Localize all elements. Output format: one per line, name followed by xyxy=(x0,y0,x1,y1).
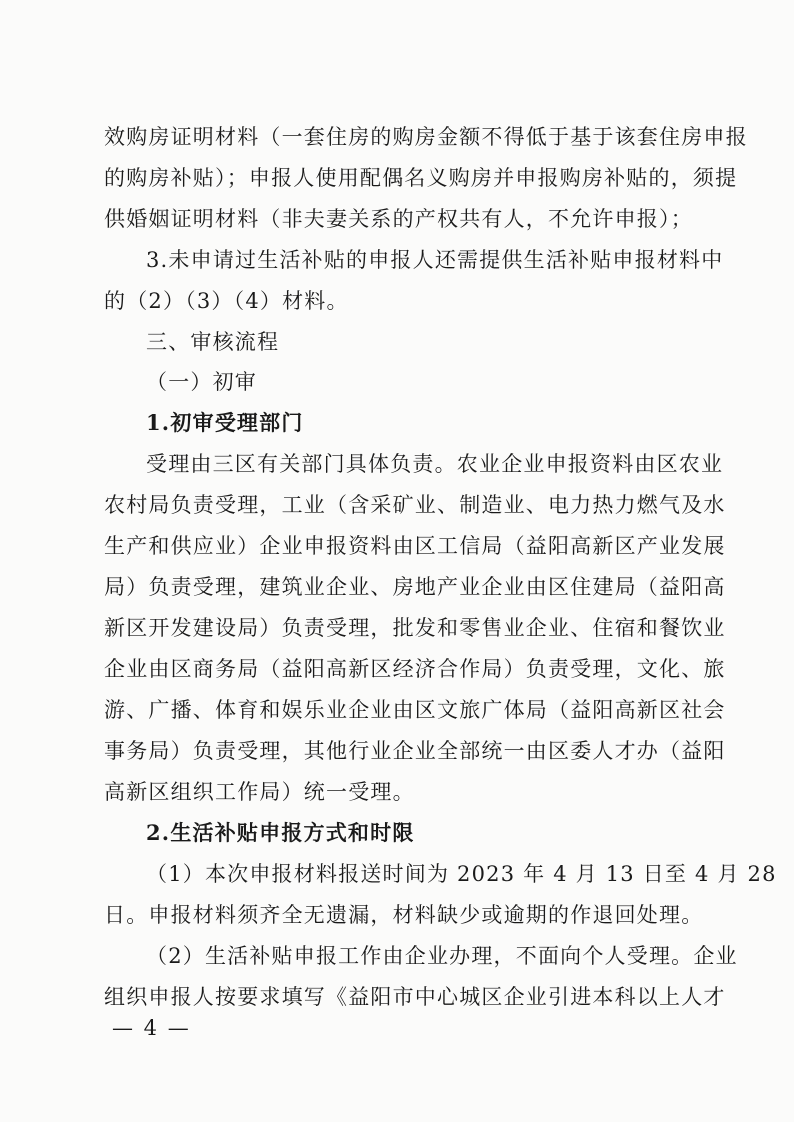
body-line: 受理由三区有关部门具体负责。农业企业申报资料由区农业 xyxy=(146,452,724,476)
body-line: 农村局负责受理，工业（含采矿业、制造业、电力热力燃气及水 xyxy=(104,493,726,517)
body-line: 效购房证明材料（一套住房的购房金额不得低于基于该套住房申报 xyxy=(104,125,748,149)
item-heading: 1.初审受理部门 xyxy=(146,410,304,435)
item-heading: 2.生活补贴申报方式和时限 xyxy=(146,820,415,845)
body-line: 日。申报材料须齐全无遗漏，材料缺少或逾期的作退回处理。 xyxy=(104,903,704,927)
page-number: — 4 — xyxy=(112,1016,191,1040)
body-line: 企业由区商务局（益阳高新区经济合作局）负责受理，文化、旅 xyxy=(104,657,726,681)
body-line: （2）生活补贴申报工作由企业办理，不面向个人受理。企业 xyxy=(146,944,738,968)
body-line: 组织申报人按要求填写《益阳市中心城区企业引进本科以上人才 xyxy=(104,985,726,1009)
body-line: 新区开发建设局）负责受理，批发和零售业企业、住宿和餐饮业 xyxy=(104,616,726,640)
body-line: 3.未申请过生活补贴的申报人还需提供生活补贴申报材料中 xyxy=(146,248,724,272)
body-line: 事务局）负责受理，其他行业企业全部统一由区委人才办（益阳 xyxy=(104,739,726,763)
body-line: （1）本次申报材料报送时间为 2023 年 4 月 13 日至 4 月 28 xyxy=(146,862,777,886)
body-line: 的（2）（3）（4）材料。 xyxy=(104,289,349,313)
body-line: 高新区组织工作局）统一受理。 xyxy=(104,780,415,804)
body-line: 的购房补贴）；申报人使用配偶名义购房并申报购房补贴的，须提 xyxy=(104,166,738,190)
section-heading: 三、审核流程 xyxy=(146,330,280,354)
body-line: 局）负责受理，建筑业企业、房地产业企业由区住建局（益阳高 xyxy=(104,575,726,599)
body-line: 游、广播、体育和娱乐业企业由区文旅广体局（益阳高新区社会 xyxy=(104,698,726,722)
subsection-heading: （一）初审 xyxy=(146,370,257,394)
body-line: 供婚姻证明材料（非夫妻关系的产权共有人，不允许申报）； xyxy=(104,207,693,231)
body-line: 生产和供应业）企业申报资料由区工信局（益阳高新区产业发展 xyxy=(104,534,726,558)
